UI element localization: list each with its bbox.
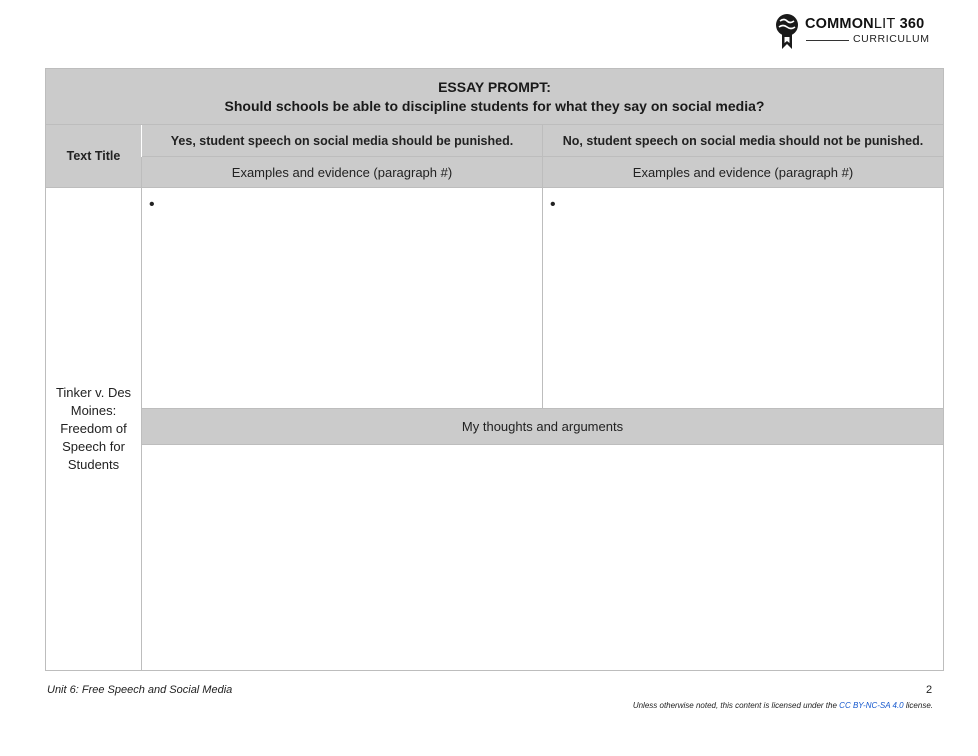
divider <box>142 444 943 445</box>
logo-subtitle: CURRICULUM <box>853 33 930 45</box>
divider <box>542 125 543 409</box>
essay-prompt-question: Should schools be able to discipline students for what they say on social media? <box>224 98 765 114</box>
no-column-header: No, student speech on social media should not be punished. <box>543 125 943 156</box>
commonlit-logo <box>774 12 939 52</box>
yes-evidence-subheader: Examples and evidence (paragraph #) <box>142 157 542 187</box>
license-notice: Unless otherwise noted, this content is licensed under the CC BY-NC-SA 4.0 license. <box>632 701 933 710</box>
page-number: 2 <box>926 684 933 696</box>
license-link[interactable]: CC BY-NC-SA 4.0 <box>839 701 904 710</box>
thoughts-header: My thoughts and arguments <box>142 409 943 444</box>
essay-organizer-table <box>45 68 944 671</box>
divider <box>142 408 943 409</box>
bullet-point: • <box>149 196 155 213</box>
divider <box>141 157 142 670</box>
logo-rule <box>806 40 849 41</box>
text-title-header: Text Title <box>46 125 141 187</box>
text-title-cell: Tinker v. Des Moines: Freedom of Speech for Students <box>55 385 132 472</box>
thoughts-answer-field[interactable] <box>142 445 943 670</box>
bullet-point: • <box>550 196 556 213</box>
unit-footer: Unit 6: Free Speech and Social Media <box>47 684 233 696</box>
logo-brand: COMMONLIT 360 <box>805 16 925 32</box>
essay-prompt-label: ESSAY PROMPT: <box>438 79 551 95</box>
no-evidence-field[interactable] <box>543 188 943 408</box>
essay-prompt-header <box>46 69 943 124</box>
globe-ribbon-icon <box>774 12 800 50</box>
yes-column-header: Yes, student speech on social media should be punished. <box>142 125 542 156</box>
no-evidence-subheader: Examples and evidence (paragraph #) <box>543 157 943 187</box>
yes-evidence-field[interactable] <box>142 188 542 408</box>
